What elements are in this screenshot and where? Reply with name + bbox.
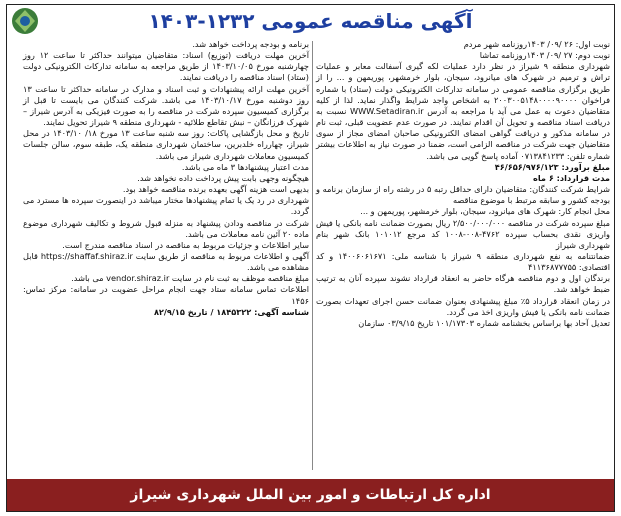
validity-period: مدت اعتبار پیشنهادها ۳ ماه می باشد. <box>181 161 309 172</box>
page-title: آگهی مناقصه عمومی ۱۲۳۲-۱۴۰۳ <box>148 9 473 33</box>
details-note: سایر اطلاعات و جزئیات مربوط به مناقصه در اسناد مناقصه مندرج است. <box>62 239 309 250</box>
footer-banner: اداره کل ارتباطات و امور بین الملل شهرداری شیراز <box>7 479 614 511</box>
contact-info: اطلاعات تماس سامانه ستاد جهت انجام مراحل عضویت در سامانه: مرکز تماس: ۱۴۵۶ <box>23 284 309 306</box>
price-adjustment: تعدیل آحاد بها براساس بخشنامه شماره ۱۰۱/۱۷۳۰۳ تاریخ ۰۳/۹/۱۵ سازمان <box>358 317 610 328</box>
transparency-site-note: آگهی و اطلاعات مربوط به مناقصه از طریق سایت https://shaffaf.shiraz.ir قابل مشاهده می باشد. <box>23 250 309 273</box>
column-divider <box>312 41 313 470</box>
ad-identifier: شناسه آگهی: ۱۸۴۵۳۲۲ / تاریخ ۸۲/۹/۱۵ <box>153 306 309 317</box>
submission-deadline: آخرین مهلت ارائه پیشنهادات و ثبت اسناد و مدارک در سامانه حداکثر تا ساعت ۱۳ روز دوشنبه مورخ ۱۴۰۳/۱۰/۱۷ می باشد. شرکت کنندگان می بایست تا قبل از برگزاری کمیسیون سپرده شرکت در مناقصه را به صورت فیزیکی به آدرس شیراز – شهرک فرزانگان – نبش تقاطع طلائیه - شهرداری منطقه ۹ شیراز تحویل نمایند. <box>23 83 309 128</box>
winners-note: برندگان اول و دوم مناقصه هرگاه حاضر به انعقاد قرارداد نشوند سپرده آنان به ترتیب ضبط خواهد شد. <box>316 273 610 295</box>
municipality-logo-icon <box>10 6 40 36</box>
deposit-amount: مبلغ سپرده شرکت در مناقصه ۲/۵۰۰/۰۰۰/۰۰۰ ریال بصورت ضمانت نامه بانکی یا فیش واریزی نقدی بحساب سپرده ۴۷۶۲-۰۰۸-۱۰۰۸ کد مرجع ۱۰۱۰۱۲ بانک شهر بنام شهرداری شیراز <box>316 217 610 250</box>
ad-cost-note: بدیهی است هزینه آگهی بعهده برنده مناقصه خواهد بود. <box>122 184 309 195</box>
opening-date: تاریخ و محل بازگشایی پاکات: روز سه شنبه ساعت ۱۳ مورخ ۱۸/ ۱۴۰۳/۱۰ در محل شیراز، چهارراه خلدبرین، ساختمان شهرداری منطقه یک، طبقه سوم، سالن جلسات کمیسیون معاملات شهرداری شیراز می باشد. <box>23 128 309 161</box>
right-column <box>316 39 610 329</box>
estimated-amount: مبلغ برآورد: ۴۶/۶۵۶/۹۷۶/۱۲۳ <box>494 161 610 172</box>
publication-first: نوبت اول: ۲۶ /۰۹/ ۱۴۰۳روزنامه شهر مردم <box>463 39 610 49</box>
left-column <box>23 39 309 318</box>
performance-guarantee: در زمان انعقاد قرارداد ۵٪ مبلغ پیشنهادی بعنوان ضمانت حسن اجرای تعهدات بصورت ضمانت نامه بانکی یا فیش واریزی اخذ می گردد. <box>316 295 610 317</box>
guarantee-details: ضمانتنامه به نفع شهرداری منطقه ۹ شیراز با شناسه ملی: ۱۴۰۰۶۰۶۱۶۷۱ و کد اقتصادی: ۴۱۱۳۶۸۷۷۷۵۵ <box>316 250 611 273</box>
header <box>7 5 614 37</box>
rejection-note: شهرداری در رد یک یا تمام پیشنهادها مختار میباشد در اینصورت سپرده ها مسترد می گردد. <box>23 195 309 217</box>
advertisement-frame <box>6 4 615 512</box>
work-location: محل انجام کار: شهرک های میانرود، سیجان، بلوار خرمشهر، پوریمهن و ... <box>360 206 610 217</box>
participant-conditions: شرایط شرکت کنندگان: متقاضیان دارای حداقل رتبه ۵ در رشته راه از سازمان برنامه و بودجه کشور و سابقه مرتبط با موضوع مناقصه <box>316 184 610 206</box>
contract-duration: مدت قرارداد: ۶ ماه <box>532 172 610 183</box>
document-deadline: آخرین مهلت دریافت (توزیع) اسناد: متقاضیان میتوانند حداکثر تا ساعت ۱۲ روز چهارشنبه مورخ ۱۴۰۳/۱۰/۰۵ از طریق مراجعه به سامانه تدارکات الکترونیکی دولت (ستاد) اسناد مناقصه را دریافت نمایند. <box>23 50 309 83</box>
budget-note: برنامه و بودجه پرداخت خواهد شد. <box>192 39 309 49</box>
tender-description: شهرداری منطقه ۹ شیراز در نظر دارد عملیات لکه گیری آسفالت معابر و عملیات تراش و ترمیم در شهرک های میانرود، سیجان، بلوار خرمشهر، پوریمهن و ... را از طریق برگزاری مناقصه عمومی در سامانه تدارکات الکترونیکی دولت (ستاد) با شماره فراخوان ۲۰۰۳۰۰۵۱۴۸۰۰۰۰۹۰۰۰۰ به اشخاص واجد شرایط واگذار نماید. لذا از کلیه متقاضیان دعوت به عمل می آید با مراجعه به آدرس WWW.Setadiran.ir نسبت به دریافت اسناد مناقصه و تحویل آن اقدام نمایند. در صورت عدم عضویت قبلی، ثبت نام در سامانه مذکور و دریافت گواهی امضای الکترونیکی صاحبان امضای مجاز از سوی متقاضیان جهت شرکت در مناقصه الزامی است، ضمنا در صورت نیاز به اطلاعات بیشتر شماره تلفن: ۰۷۱۳۸۴۱۲۳۳ آماده پاسخ گویی می باشد. <box>316 61 611 161</box>
vendor-site-note: مبلغ مناقصه موظف به ثبت نام در سایت vendor.shiraz.ir می باشد. <box>71 273 309 284</box>
prepayment-note: هیچگونه وجهی بابت پیش پرداخت داده نخواهد شد. <box>137 172 309 183</box>
acceptance-note: شرکت در مناقصه ودادن پیشنهاد به منزله قبول شروط و تکالیف شهرداری موضوع ماده ۲۰ آئین نامه معاملات می باشد. <box>23 217 309 239</box>
publication-second: نوبت دوم: ۲۷ /۰۹/ ۱۴۰۳روزنامه تماشا <box>479 50 610 61</box>
